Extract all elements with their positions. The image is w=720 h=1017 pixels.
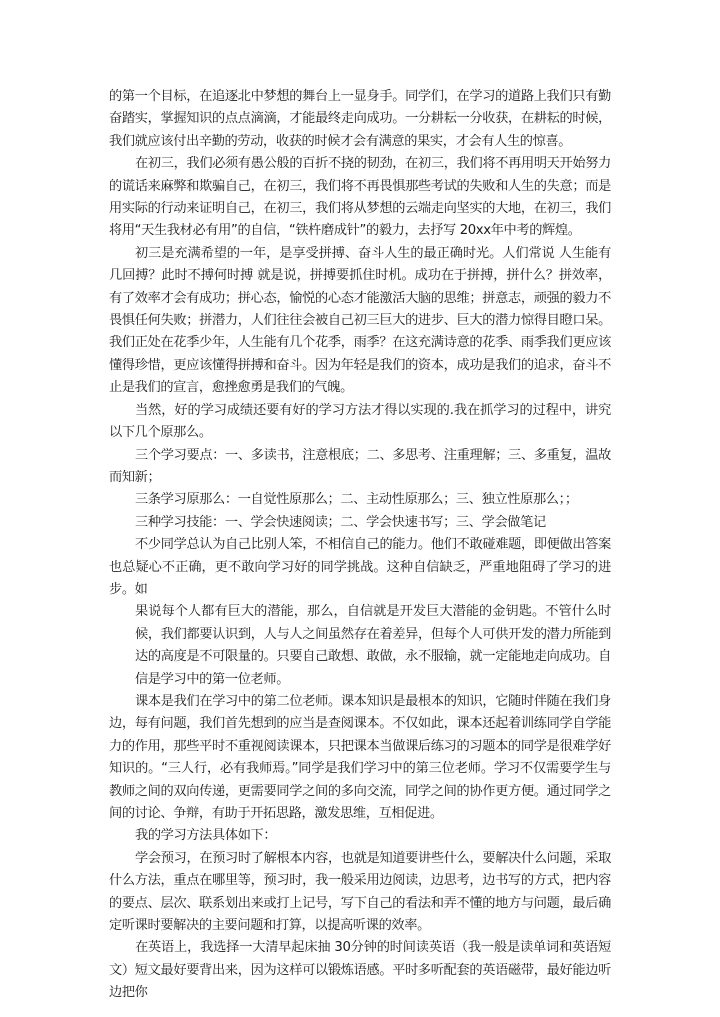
- paragraph-methods-heading: 我的学习方法具体如下：: [135, 828, 277, 844]
- paragraph-potential: 果说每个人都有巨大的潜能，那么，自信就是开发巨大潜能的金钥匙。不管什么时候，我们都要认识到，人与人之间虽然存在着差异，但每个人可供开发的潜力所能到达的高度是不可限量的。只要自己敢想、敢做，永不服输，就一定能地走向成功。自信是学习中的第一位老师。: [135, 604, 611, 687]
- paragraph-confidence: 不少同学总认为自己比别人笨，不相信自己的能力。他们不敢碰难题，即便做出答案也总疑心不正确，更不敢向学习好的同学挑战。这种自信缺乏，严重地阻碍了学习的进步。如: [109, 537, 611, 597]
- paragraph-textbook: 课本是我们在学习中的第二位老师。课本知识是最根本的知识，它随时伴随在我们身边，每有问题，我们首先想到的应当是查阅课本。不仅如此，课本还起着训练同学自学能力的作用，那些平时不重视阅读课本，只把课本当做课后练习的习题本的同学是很难学好知识的。“三人行，必有我师焉。”同学是我们学习中的第三位老师。学习不仅需要学生与教师之间的双向传递，更需要同学之间的多向交流，同学之间的协作更方便。通过同学之间的讨论、争辩，有助于开拓思路，激发思维，互相促进。: [109, 693, 611, 821]
- paragraph-english: 在英语上，我选择一大清早起床抽 30分钟的时间读英语（我一般是读单词和英语短文）短文最好要背出来，因为这样可以锻炼语感。平时多听配套的英语磁带，最好能边听边把你: [109, 940, 611, 1001]
- paragraph-method-intro: 当然，好的学习成绩还要有好的学习方法才得以实现的.我在抓学习的过程中，讲究以下几个原那么。: [109, 402, 611, 441]
- paragraph-goal: 的第一个目标，在追逐北中梦想的舞台上一显身手。同学们，在学习的道路上我们只有勤奋踏实，掌握知识的点点滴滴，才能最终走向成功。一分耕耘一分收获，在耕耘的时候，我们就应该付出辛勤的劳动，收获的时候才会有满意的果实，才会有人生的惊喜。: [109, 89, 611, 149]
- paragraph-preview: 学会预习，在预习时了解根本内容，也就是知道要讲些什么，要解决什么问题，采取什么方法，重点在哪里等，预习时，我一般采用边阅读，边思考，边书写的方式，把内容的要点、层次、联系划出来或打上记号，写下自己的看法和弄不懂的地方与问题，最后确定听课时要解决的主要问题和打算，以提高听课的效率。: [109, 850, 611, 934]
- document-body: [109, 86, 611, 1005]
- paragraph-principles: 三条学习原那么：一自觉性原那么；二、主动性原那么；三、独立性原那么；；: [135, 492, 578, 508]
- paragraph-grade-three: 在初三，我们必须有愚公般的百折不挠的韧劲，在初三，我们将不再用明天开始努力的谎话来麻弊和欺骗自己，在初三，我们将不再畏惧那些考试的失败和人生的失意；而是用实际的行动来证明自己，在初三，我们将从梦想的云端走向坚实的大地，在初三，我们将用“天生我材必有用”的自信，“铁杵磨成针”的毅力，去抒写 20xx年中考的辉煌。: [109, 156, 611, 239]
- paragraph-key-points: 三个学习要点：一、多读书，注意根底；二、多思考、注重理解；三、多重复，温故而知新；: [109, 447, 611, 485]
- paragraph-hope: 初三是充满希望的一年，是享受拼搏、奋斗人生的最正确时光。人们常说 人生能有几回搏？此时不搏何时搏 就是说，拼搏要抓住时机。成功在于拼搏，拼什么？拼效率，有了效率才会有成功；拼心态，愉悦的心态才能激活大脑的思维；拼意志，顽强的毅力不畏惧任何失败；拼潜力，人们往往会被自己初三巨大的进步、巨大的潜力惊得目瞪口呆。我们正处在花季少年，人生能有几个花季，雨季？在这充满诗意的花季、雨季我们更应该懂得珍惜，更应该懂得拼搏和奋斗。因为年轻是我们的资本，成功是我们的追求，奋斗不止是我们的宣言，愈挫愈勇是我们的气魄。: [109, 245, 611, 396]
- paragraph-skills: 三种学习技能：一、学会快速阅读；二、学会快速书写；三、学会做笔记: [135, 514, 546, 530]
